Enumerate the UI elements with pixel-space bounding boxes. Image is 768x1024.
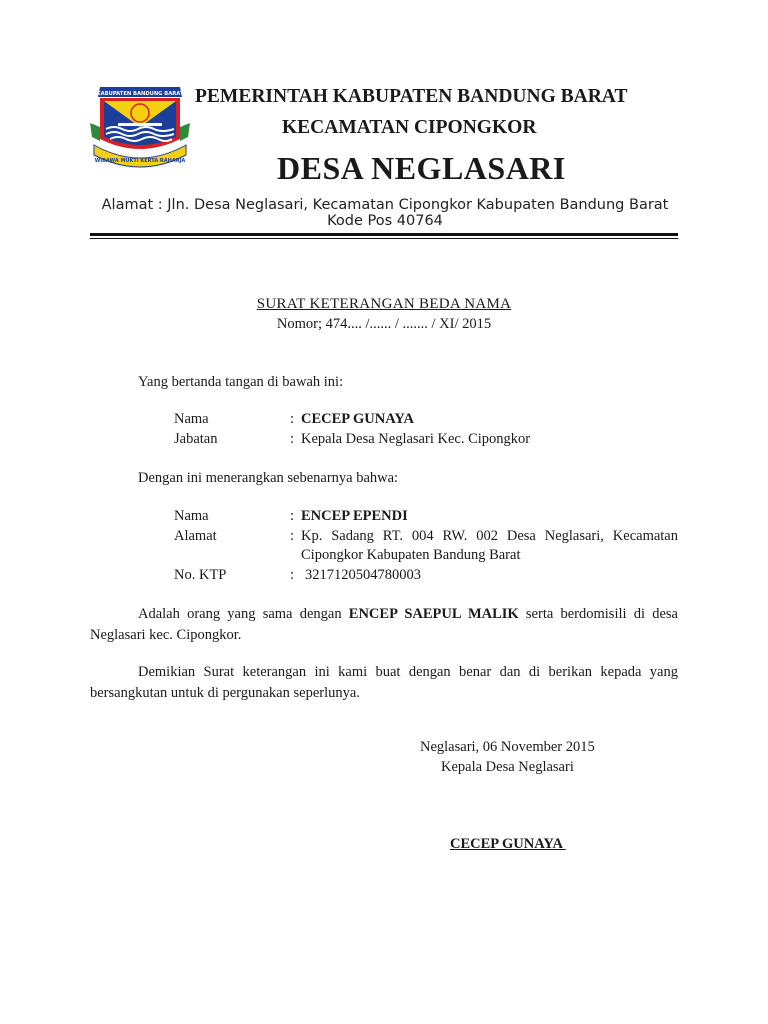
- paragraph-closing: Demikian Surat keterangan ini kami buat dengan benar dan di berikan kepada yang bersangkutan untuk di pergunakan seperlunya.: [90, 664, 678, 701]
- logo-motto-text: WIBAWA MUKTI KERTA RAHARJA: [94, 158, 186, 164]
- signer-position-colon: :: [290, 431, 295, 447]
- signer-position-value: Kepala Desa Neglasari Kec. Cipongkor: [301, 431, 531, 447]
- office-address: Alamat : Jln. Desa Neglasari, Kecamatan Cipongkor Kabupaten Bandung Barat Kode Pos 40764: [101, 197, 669, 229]
- paragraph-same-person: [90, 604, 678, 646]
- signer-name-value: CECEP GUNAYA: [301, 411, 414, 427]
- statement-text: Dengan ini menerangkan sebenarnya bahwa:: [138, 470, 399, 486]
- signer-name-label: Nama: [174, 411, 209, 427]
- letter-title: SURAT KETERANGAN BEDA NAMA: [256, 296, 512, 312]
- subject-name-colon: :: [290, 508, 295, 524]
- subject-name-value: ENCEP EPENDI: [301, 508, 408, 524]
- subject-address-label: Alamat: [174, 528, 217, 544]
- header-divider-thin: [90, 238, 678, 239]
- subject-address-line1: Kp. Sadang RT. 004 RW. 002 Desa Neglasari, Kecamatan: [301, 528, 678, 544]
- signer-title: Kepala Desa Neglasari: [441, 759, 574, 775]
- signer-name-colon: :: [290, 411, 295, 427]
- regency-logo: [88, 83, 192, 173]
- subject-address-colon: :: [290, 528, 295, 544]
- paragraph-same-person-post: serta berdomisili di desa Neglasari kec. Cipongkor.: [90, 606, 678, 643]
- alias-name: ENCEP SAEPUL MALIK: [348, 606, 519, 622]
- paragraph-same-person-pre: Adalah orang yang sama dengan: [138, 606, 349, 622]
- subject-ktp-label: No. KTP: [174, 567, 227, 583]
- government-name: PEMERINTAH KABUPATEN BANDUNG BARAT: [195, 86, 628, 107]
- subject-ktp-value: 3217120504780003: [305, 567, 421, 583]
- logo-banner-text: KABUPATEN BANDUNG BARAT: [96, 91, 184, 97]
- signer-signature-name: CECEP GUNAYA: [450, 836, 566, 852]
- subject-address-line2: Cipongkor Kabupaten Bandung Barat: [301, 547, 521, 563]
- subject-name-label: Nama: [174, 508, 209, 524]
- signer-position-label: Jabatan: [174, 431, 218, 447]
- district-name: KECAMATAN CIPONGKOR: [282, 117, 537, 138]
- intro-text: Yang bertanda tangan di bawah ini:: [138, 374, 344, 390]
- place-date: Neglasari, 06 November 2015: [420, 739, 595, 755]
- header-divider-thick: [90, 233, 678, 236]
- subject-ktp-colon: :: [290, 567, 295, 583]
- village-name: DESA NEGLASARI: [277, 150, 566, 186]
- letter-number: Nomor; 474.... /...... / ....... / XI/ 2015: [276, 316, 492, 332]
